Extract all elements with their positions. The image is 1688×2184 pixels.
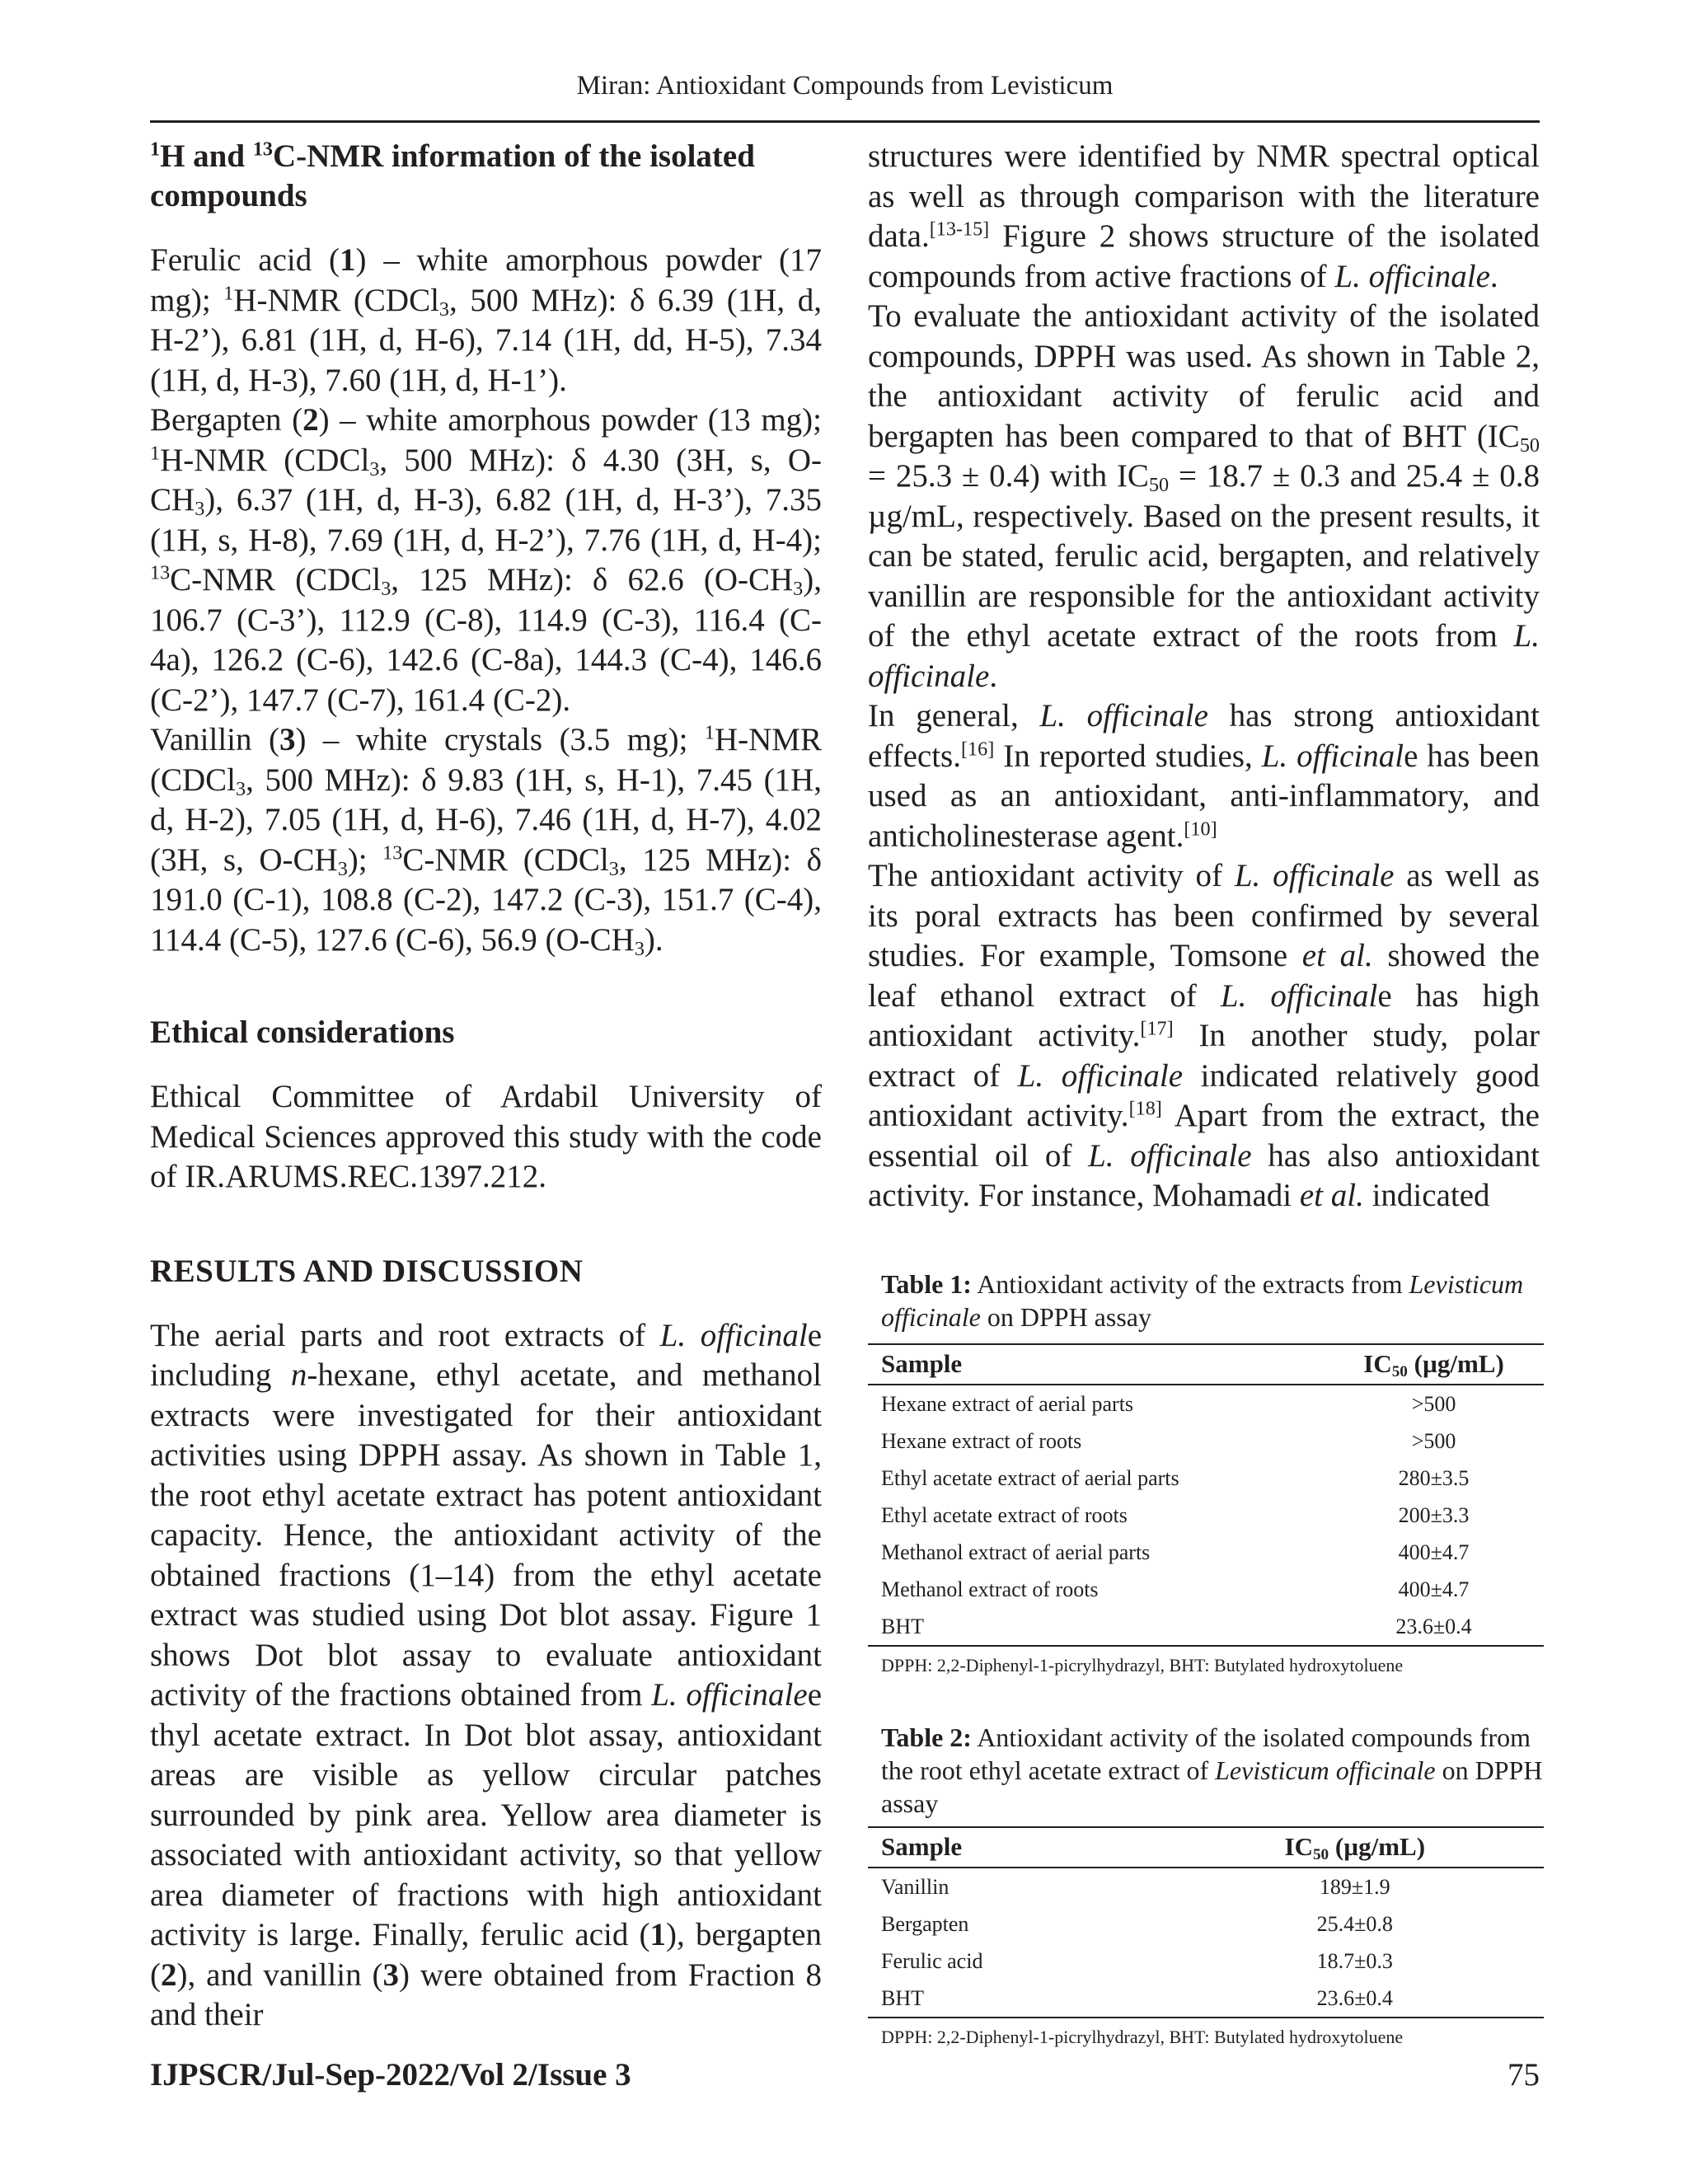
table-1-caption: Table 1: Antioxidant activity of the extracts from Levisticum officinale on DPPH assay — [881, 1269, 1524, 1332]
table-cell-sample: Hexane extract of aerial parts — [881, 1391, 1134, 1416]
table-cell-ic50: 18.7±0.3 — [1316, 1948, 1393, 1973]
table-row — [868, 1534, 1544, 1571]
table-row — [868, 1608, 1544, 1646]
table-row — [868, 1980, 1544, 2018]
table-cell-sample: Methanol extract of aerial parts — [881, 1540, 1151, 1564]
running-head: Miran: Antioxidant Compounds from Levisticum — [576, 71, 1114, 101]
citation-17[interactable]: [17] — [1140, 1017, 1174, 1040]
table-row — [868, 1905, 1544, 1943]
table-row — [868, 1943, 1544, 1980]
table-1 — [868, 1268, 1544, 1678]
right-column — [868, 137, 1540, 1216]
table-row — [868, 1497, 1544, 1534]
table-cell-ic50: >500 — [1411, 1428, 1456, 1453]
ferulic-acid-paragraph: Ferulic acid (1) – white amorphous powder (17 mg); $^1$H-NMR (CDCl$_3$, 500 MHz): δ 6.39 (1H, d, H-2’), 6.81 (1H, d, H-6), 7.14 (1H, dd, H-5), 7.34 (1H, d, H-3), 7.60 (1H, d, H-1’). — [150, 242, 822, 398]
table-row — [868, 1385, 1544, 1422]
citation-13-15[interactable]: [13-15] — [929, 218, 990, 241]
results-paragraph-1-continued: structures were identified by NMR spectral optical as well as through comparison with the literature data.[13-15] Figure 2 shows structure of the isolated compounds from active fractions of L. officinale. — [868, 138, 1540, 294]
table-cell-sample: BHT — [868, 1980, 1160, 2018]
table-cell-ic50: 23.6±0.4 — [1317, 1608, 1544, 1646]
table-cell-sample: BHT — [868, 1608, 1317, 1646]
table-2-header-row — [868, 1827, 1544, 1868]
table-cell-sample: Bergapten — [881, 1911, 969, 1936]
table-2-footnote: DPPH: 2,2-Diphenyl-1-picrylhydrazyl, BHT: Butylated hydroxytoluene — [881, 2027, 1404, 2047]
table-1-footnote: DPPH: 2,2-Diphenyl-1-picrylhydrazyl, BHT: Butylated hydroxytoluene — [881, 1655, 1404, 1675]
table-2-caption: Table 2: Antioxidant activity of the isolated compounds from the root ethyl acetate extract of Levisticum officinale on DPPH assay — [881, 1722, 1543, 1818]
table-row — [868, 1868, 1544, 1905]
table-cell-sample: Ethyl acetate extract of roots — [881, 1502, 1128, 1527]
table-cell-ic50: 280±3.5 — [1398, 1465, 1470, 1490]
table-cell-ic50: 400±4.7 — [1398, 1577, 1470, 1601]
ethics-paragraph: Ethical Committee of Ardabil University of Medical Sciences approved this study with the code of IR.ARUMS.REC.1397.212. — [150, 1079, 822, 1194]
table-1-col-ic50: $IC_{50}$ (µg/mL) — [1317, 1344, 1544, 1385]
nmr-heading: $^1$H and $^{13}$C-NMR information of the isolated compounds — [150, 138, 755, 213]
table-cell-ic50: >500 — [1411, 1391, 1456, 1416]
table-row — [868, 1460, 1544, 1497]
table-2-col-ic50: $IC_{50}$ (µg/mL) — [1160, 1827, 1544, 1868]
citation-10[interactable]: [10] — [1184, 818, 1217, 841]
table-cell-sample: Ferulic acid — [881, 1948, 983, 1973]
table-1-header-row — [868, 1344, 1544, 1385]
citation-18[interactable]: [18] — [1128, 1097, 1162, 1120]
bergapten-paragraph: Bergapten (2) – white amorphous powder (13 mg); $^1$H-NMR (CDCl$_3$, 500 MHz): δ 4.30 (3H, s, $O-CH_3$), 6.37 (1H, d, H-3), 6.82 (1H, d, H-3’), 7.35 (1H, s, H-8), 7.69 (1H, d, H-2’), 7.76 (1H, d, H-4); $^{13}$C-NMR (CDCl$_3$, 125 MHz): δ 62.6 $(O-CH_3)$, 106.7 (C-3’), 112.9 (C-8), 114.9 (C-3), 116.4 (C-4a), 126.2 (C-6), 142.6 (C-8a), 144.3 (C-4), 146.6 (C-2’), 147.7 (C-7), 161.4 (C-2). — [150, 402, 822, 718]
results-paragraph-3: In general, L. officinale has strong antioxidant effects.[16] In reported studies, L. officinale has been used as an antioxidant, anti-inflammatory, and anticholinesterase agent.[10] — [868, 698, 1540, 854]
table-cell-ic50: 400±4.7 — [1398, 1540, 1470, 1564]
table-row — [868, 1571, 1544, 1608]
results-paragraph-1: The aerial parts and root extracts of L. officinale including n-hexane, ethyl acetate, and methanol extracts were investigated for their antioxidant activities using DPPH assay. As shown in Table 1, the root ethyl acetate extract has potent antioxidant capacity. Hence, the antioxidant activity of the obtained fractions (1–14) from the ethyl acetate extract was studied using Dot blot assay. Figure 1 shows Dot blot assay to evaluate antioxidant activity of the fractions obtained from L. officinalee thyl acetate extract. In Dot blot assay, antioxidant areas are visible as yellow circular patches surrounded by pink area. Yellow area diameter is associated with antioxidant activity, so that yellow area diameter of fractions with high antioxidant activity is large. Finally, ferulic acid (1), bergapten (2), and vanillin (3) were obtained from Fraction 8 and their — [150, 1317, 822, 2032]
header-rule — [150, 120, 1540, 123]
results-paragraph-2: To evaluate the antioxidant activity of the isolated compounds, DPPH was used. As shown in Table 2, the antioxidant activity of ferulic acid and bergapten has been compared to that of BHT $(IC_{50} = 25.3 \pm 0.4)$ with $IC_{50} = 18.7 \pm 0.3$ and 25.4 ± 0.8 µg/mL, respectively. Based on the present results, it can be stated, ferulic acid, bergapten, and relatively vanillin are responsible for the antioxidant activity of the ethyl acetate extract of the roots from L. officinale. — [868, 298, 1540, 694]
table-row — [868, 1422, 1544, 1460]
journal-footer: IJPSCR/Jul-Sep-2022/Vol 2/Issue 3 — [150, 2057, 631, 2093]
table-cell-ic50: 25.4±0.8 — [1316, 1911, 1393, 1936]
table-cell-ic50: 23.6±0.4 — [1160, 1980, 1544, 2018]
table-2-col-sample: Sample — [868, 1827, 1160, 1868]
table-cell-sample: Methanol extract of roots — [881, 1577, 1099, 1601]
vanillin-paragraph: Vanillin (3) – white crystals (3.5 mg); $^1$H-NMR (CDCl$_3$, 500 MHz): δ 9.83 (1H, s, H-1), 7.45 (1H, d, H-2), 7.05 (1H, d, H-6), 7.46 (1H, d, H-7), 4.02 (3H, s, $O-CH_3$); $^{13}$C-NMR (CDCl$_3$, 125 MHz): δ 191.0 (C-1), 108.8 (C-2), 147.2 (C-3), 151.7 (C-4), 114.4 (C-5), 127.6 (C-6), 56.9 $(O-CH_3)$. — [150, 721, 822, 960]
table-cell-ic50: 200±3.3 — [1398, 1502, 1470, 1527]
left-column — [150, 137, 822, 2036]
table-cell-ic50: 189±1.9 — [1319, 1874, 1390, 1899]
results-heading: RESULTS AND DISCUSSION — [150, 1253, 584, 1289]
citation-16[interactable]: [16] — [960, 738, 995, 761]
page-number: 75 — [1507, 2057, 1540, 2093]
ethics-heading: Ethical considerations — [150, 1015, 455, 1050]
table-1-col-sample: Sample — [868, 1344, 1317, 1385]
table-cell-sample: Hexane extract of roots — [881, 1428, 1082, 1453]
table-cell-sample: Vanillin — [881, 1874, 950, 1899]
results-paragraph-4: The antioxidant activity of L. officinale as well as its poral extracts has been confirmed by several studies. For example, Tomsone et al. showed the leaf ethanol extract of L. officinale has high antioxidant activity.[17] In another study, polar extract of L. officinale indicated relatively good antioxidant activity.[18] Apart from the extract, the essential oil of L. officinale has also antioxidant activity. For instance, Mohamadi et al. indicated — [868, 858, 1540, 1213]
table-2 — [868, 1721, 1544, 2050]
table-1-grid — [868, 1343, 1544, 1647]
table-2-grid — [868, 1826, 1544, 2018]
table-cell-sample: Ethyl acetate extract of aerial parts — [881, 1465, 1179, 1490]
